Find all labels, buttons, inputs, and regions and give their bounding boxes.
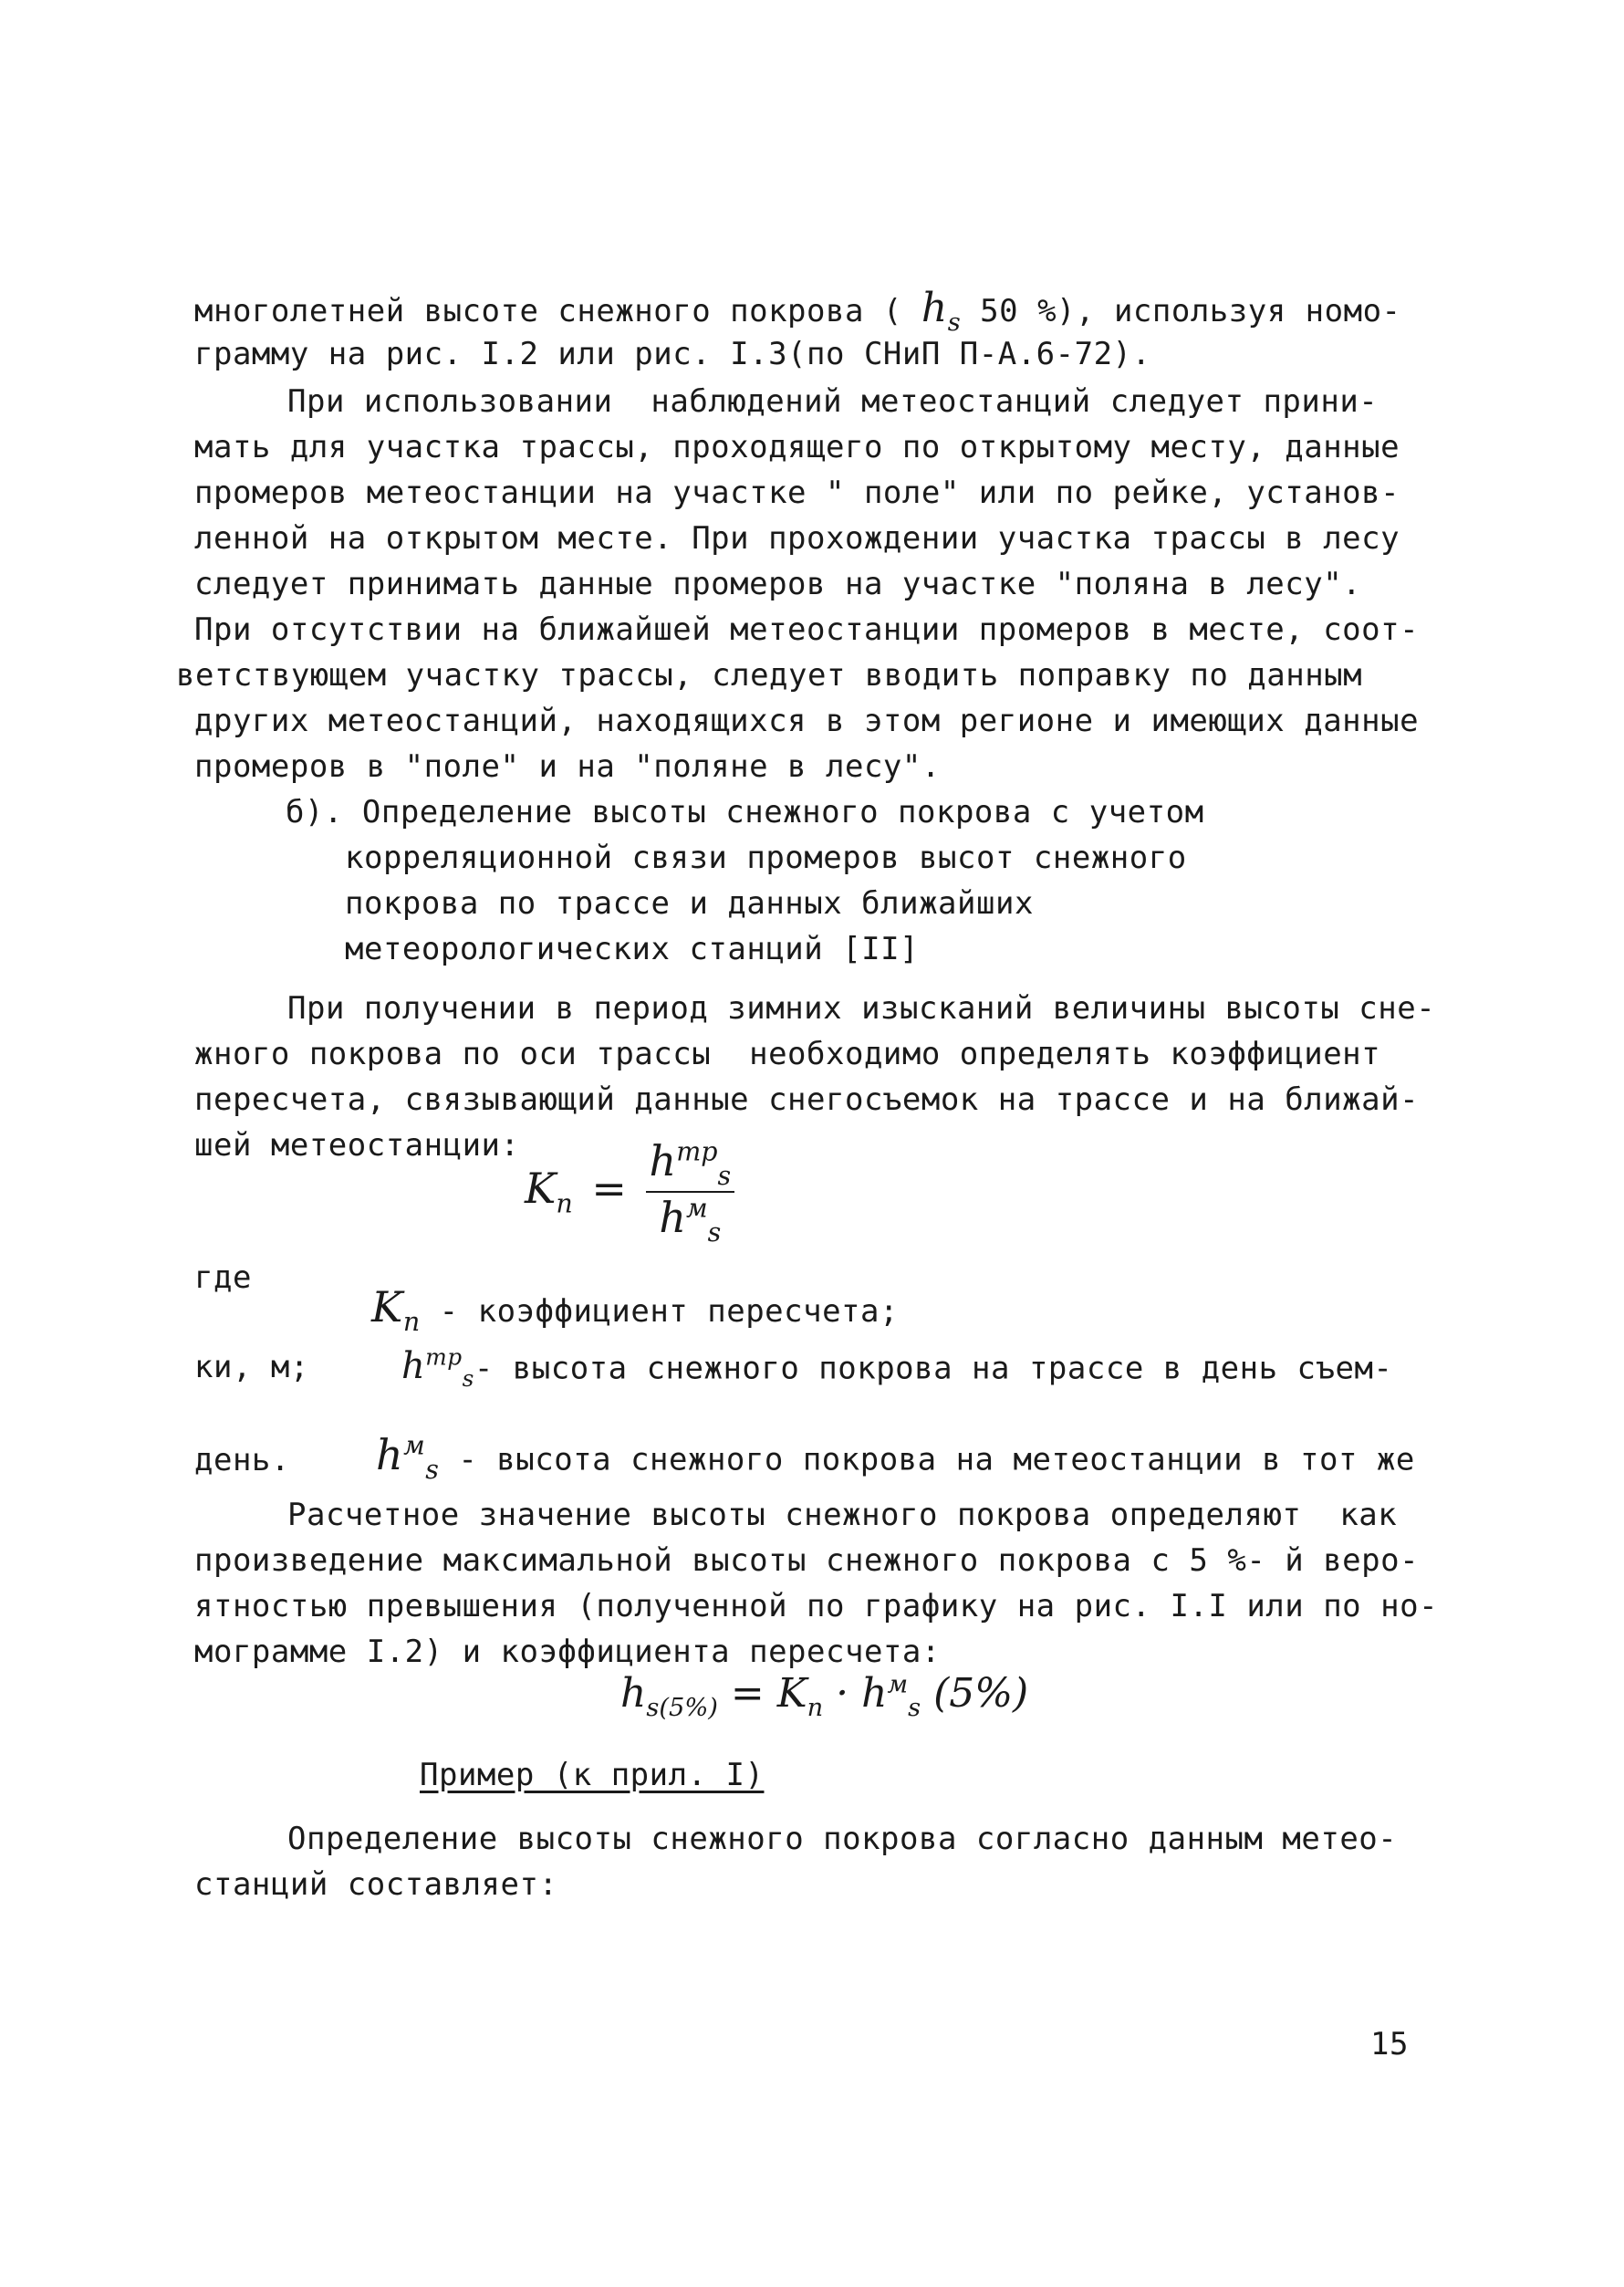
- text-line: жного покрова по оси трассы необходимо определять коэффициент: [194, 1036, 1381, 1072]
- section-heading: метеорологических станций [II]: [345, 931, 920, 967]
- text-line: промеров метеостанции на участке " поле" или по рейке, установ-: [194, 475, 1400, 511]
- section-heading: б). Определение высоты снежного покрова с учетом: [286, 794, 1204, 830]
- text-line: ветствующем участку трассы, следует вводить поправку по данным: [176, 657, 1363, 694]
- section-heading: покрова по трассе и данных ближайших: [345, 885, 1034, 922]
- section-heading: корреляционной связи промеров высот снежного: [345, 840, 1187, 876]
- definition-hm-cont: день.: [194, 1442, 290, 1478]
- text-line: промеров в "поле" и на "поляне в лесу".: [194, 748, 941, 785]
- definition-htr-cont: ки, м;: [194, 1349, 309, 1385]
- symbol-h: $h_s$: [921, 285, 962, 337]
- text-line: Расчетное значение высоты снежного покрова определяют как: [287, 1497, 1398, 1533]
- text-line: мать для участка трассы, проходящего по открытому месту, данные: [194, 429, 1400, 465]
- text-line: грамму на рис. I.2 или рис. I.3(по СНиП П-А.6-72).: [194, 336, 1151, 372]
- example-heading: Пример (к прил. I): [420, 1757, 765, 1793]
- text-line: станций составляет:: [194, 1866, 558, 1903]
- text-line: ленной на открытом месте. При прохождении участка трассы в лесу: [194, 520, 1400, 557]
- text-line: других метеостанций, находящихся в этом регионе и имеющих данные: [194, 703, 1420, 739]
- text-line: мограмме I.2) и коэффициента пересчета:: [194, 1634, 941, 1670]
- text-line: шей метеостанции:: [194, 1127, 520, 1164]
- text-line: следует принимать данные промеров на участке "поляна в лесу".: [194, 566, 1362, 602]
- text-line: При отсутствии на ближайшей метеостанции промеров в месте, соот-: [194, 611, 1420, 648]
- formula-design-height: $h_{s(5\%)} = K_п \cdot h^м_s$ (5%): [620, 1670, 1029, 1722]
- text-segment: 50 %), используя номо-: [961, 293, 1401, 329]
- text-line: ятностью превышения (полученной по графику на рис. I.I или по но-: [194, 1588, 1439, 1624]
- text-line: [194, 285, 1401, 341]
- text-line: При получении в период зимних изысканий величины высоты сне-: [287, 990, 1436, 1027]
- text-segment: многолетней высоте снежного покрова (: [194, 293, 921, 329]
- definition-where: где: [194, 1259, 252, 1296]
- definition-htr: $h^{тр}_s-$ высота снежного покрова на трассе в день съем-: [401, 1344, 1393, 1393]
- text-line: произведение максимальной высоты снежного покрова с 5 %- й веро-: [194, 1542, 1420, 1579]
- text-line: При использовании наблюдений метеостанций следует прини-: [287, 383, 1379, 420]
- text-line: пересчета, связывающий данные снегосъемок на трассе и на ближай-: [194, 1081, 1420, 1118]
- formula-coefficient: $K_п$ = $\frac{h^{тр}_s}{h^м_s}$: [525, 1136, 734, 1248]
- page-number: 15: [1370, 2026, 1409, 2062]
- fraction: $\frac{h^{тр}_s}{h^м_s}$: [646, 1136, 735, 1248]
- text-line: Определение высоты снежного покрова согласно данным метео-: [287, 1821, 1398, 1857]
- definition-kp: $K_п$ - коэффициент пересчета;: [370, 1282, 899, 1338]
- definition-hm: $h^м_s$ - высота снежного покрова на метеостанции в тот же: [375, 1430, 1415, 1486]
